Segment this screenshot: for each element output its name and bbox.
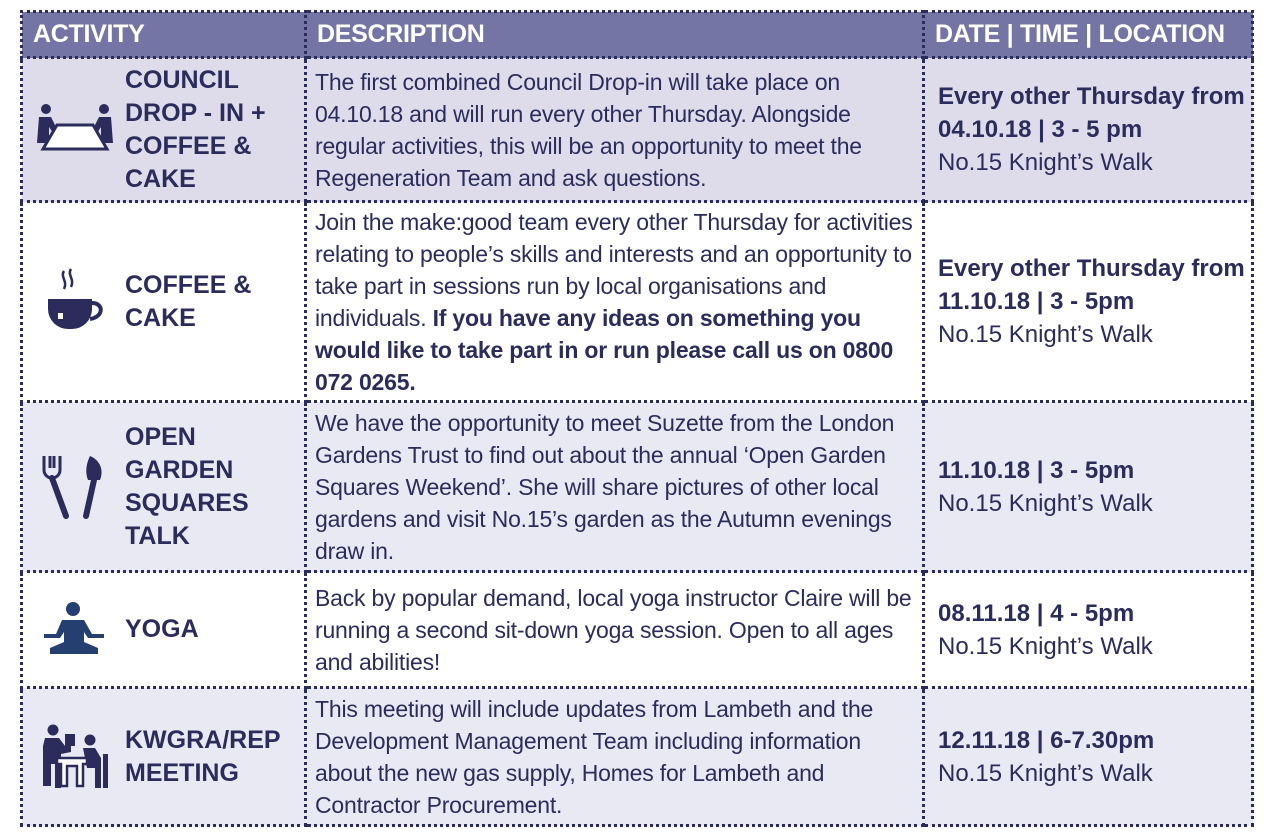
activity-date-time: Every other Thursday from 11.10.18 | 3 - 5pm (938, 255, 1245, 315)
activity-location: No.15 Knight’s Walk (938, 321, 1153, 348)
activity-date-time: 08.11.18 | 4 - 5pm (938, 599, 1135, 627)
activity-date-time: 12.11.18 | 6-7.30pm (938, 726, 1155, 754)
activity-location: No.15 Knight’s Walk (938, 632, 1153, 660)
table-row (22, 402, 1253, 572)
table-row (22, 58, 1253, 202)
meeting-people-icon (35, 724, 115, 790)
yoga-icon (35, 602, 115, 658)
activity-description: Back by popular demand, local yoga instructor Claire will be running a second sit-down yoga session. Open to all ages and abilities! (315, 584, 912, 675)
header-description: DESCRIPTION (306, 12, 924, 58)
activity-description: The first combined Council Drop-in will take place on 04.10.18 and will run every other Thursday. Alongside regular activities, this will be an opportunity to meet the Regeneration Team and ask questions. (315, 68, 862, 191)
garden-tools-icon (35, 454, 115, 520)
activity-name: COFFEE & CAKE (125, 270, 252, 332)
header-row (22, 12, 1253, 58)
activity-name: COUNCIL DROP - IN + COFFEE & CAKE (125, 65, 266, 193)
activity-name: KWGRA/REP MEETING (125, 725, 281, 787)
activity-date-time: 11.10.18 | 3 - 5pm (938, 456, 1135, 484)
activity-description: Join the make:good team every other Thursday for activities relating to people’s skills and interests and an opportunity to take part in sessions run by local organisations and individuals. (315, 208, 913, 331)
events-table (20, 10, 1254, 827)
activity-date-time: Every other Thursday from 04.10.18 | 3 - 5 pm (938, 83, 1245, 143)
coffee-cup-icon (35, 267, 115, 337)
activity-name: OPEN GARDEN SQUARES TALK (125, 422, 249, 550)
table-row (22, 572, 1253, 688)
activity-description: We have the opportunity to meet Suzette from the London Gardens Trust to find out about the annual ‘Open Garden Squares Weekend’. She will share pictures of other local gardens and visit No.15’s garden as the Autumn evenings draw in. (315, 409, 895, 564)
header-date-time-location: DATE | TIME | LOCATION (924, 12, 1253, 58)
table-row (22, 202, 1253, 402)
meeting-table-icon (35, 103, 115, 157)
activity-location: No.15 Knight’s Walk (938, 489, 1153, 517)
activity-location: No.15 Knight’s Walk (938, 149, 1153, 176)
activity-name: YOGA (125, 615, 199, 643)
activity-description-callout: If you have any ideas on something you would like to take part in or run please call us on 0800 072 0265. (315, 304, 894, 395)
table-row (22, 688, 1253, 826)
header-activity: ACTIVITY (22, 12, 306, 58)
activity-location: No.15 Knight’s Walk (938, 759, 1153, 787)
activity-description: This meeting will include updates from Lambeth and the Development Management Team including information about the new gas supply, Homes for Lambeth and Contractor Procurement. (315, 695, 874, 818)
